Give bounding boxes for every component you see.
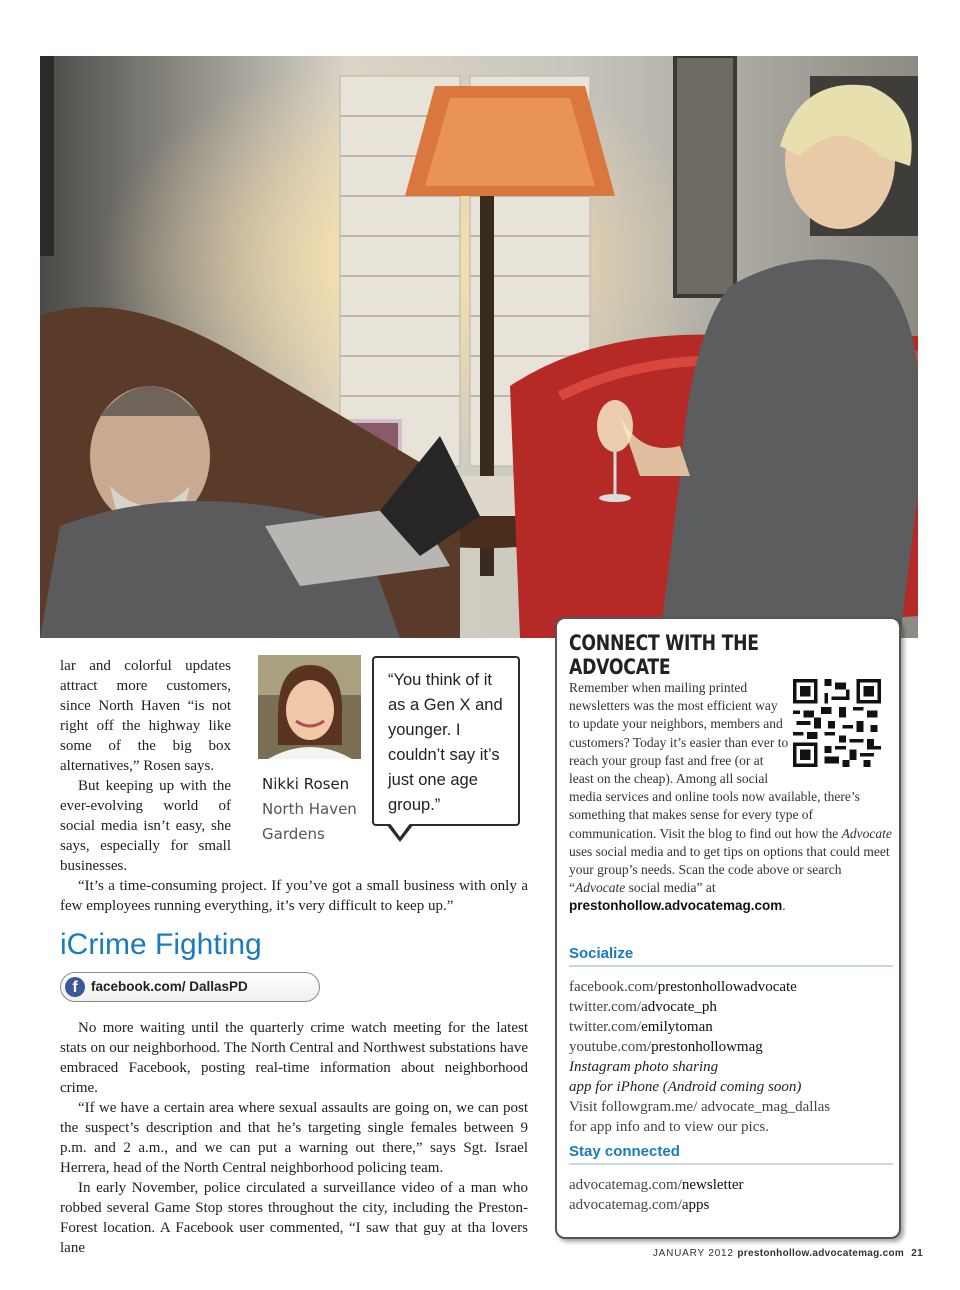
sidebar-intro-text: Remember when mailing printed newsletters was the most efficient way to update your neighbors, members and customers? Today it’s easier than ever to reach your group fast and free (or at least on the cheap). Among all social media services and online tools now available, there’s something that makes sense for every type of communication. Visit the blog to find out how the xyxy=(569,680,860,841)
social-link[interactable]: youtube.com/prestonhollowmag xyxy=(569,1039,763,1055)
page-folio xyxy=(653,1248,923,1259)
folio-issue: JANUARY 2012 xyxy=(652,1248,734,1259)
stay-connected-heading: Stay connected xyxy=(569,1143,893,1165)
article-paragraph: But keeping up with the ever-evolving world of social media isn’t easy, she says, especially for small businesses. xyxy=(60,778,231,874)
followgram-link[interactable]: Visit followgram.me/ advocate_mag_dallas xyxy=(569,1099,831,1115)
living-room-photo-illustration xyxy=(40,56,918,638)
article-paragraph: No more waiting until the quarterly crime watch meeting for the latest stats on our neighborhood. The North Central and Northwest substations have embraced Facebook, posting real-time information about neighborhood crime. xyxy=(60,1020,528,1096)
instagram-note: Instagram photo sharing xyxy=(569,1059,719,1075)
caption-name: Nikki Rosen xyxy=(262,775,350,793)
instagram-note: app for iPhone (Android coming soon) xyxy=(569,1079,802,1095)
portrait-caption xyxy=(262,772,357,847)
social-link[interactable]: facebook.com/prestonhollowadvocate xyxy=(569,979,797,995)
portrait-illustration xyxy=(258,655,361,759)
caption-business: North Haven xyxy=(262,800,357,818)
feature-photo xyxy=(40,56,918,638)
apps-link[interactable]: advocatemag.com/apps xyxy=(569,1197,710,1213)
article-paragraph: In early November, police circulated a surveillance video of a man who robbed several Game Stop stores throughout the city, including the Preston-Forest location. A Facebook user commented, “I saw that guy at tha lovers lane xyxy=(60,1180,528,1256)
sidebar-intro-text: social media” at xyxy=(625,880,716,896)
page-number: 21 xyxy=(911,1248,923,1259)
caption-business: Gardens xyxy=(262,825,325,843)
facebook-link-text[interactable]: facebook.com/ DallasPD xyxy=(91,979,248,994)
section-title: iCrime Fighting xyxy=(60,928,262,961)
sidebar-intro-text: . xyxy=(782,898,786,914)
facebook-icon: f xyxy=(65,977,85,997)
article-paragraph: “It’s a time-consuming project. If you’ve got a small business with only a few employees running everything, it’s very difficult to keep up.” xyxy=(60,878,528,914)
sidebar-intro-text: uses social media and to get tips on options that could meet your group’s needs. Scan the code above or search “ xyxy=(569,843,890,896)
sidebar-intro-emphasis: Advocate xyxy=(841,825,892,841)
socialize-list xyxy=(569,977,895,1137)
sidebar-intro-emphasis: Advocate xyxy=(575,880,626,896)
site-link[interactable]: prestonhollow.advocatemag.com xyxy=(569,898,783,914)
crime-text-column xyxy=(60,1018,528,1258)
narrow-text-column xyxy=(60,656,231,876)
portrait-photo xyxy=(258,655,361,759)
followgram-note: for app info and to view our pics. xyxy=(569,1119,769,1135)
speech-bubble-tail xyxy=(386,824,414,842)
pull-quote: “You think of it as a Gen X and younger. I couldn’t say it’s just one age group.” xyxy=(372,656,520,826)
socialize-heading: Socialize xyxy=(569,945,893,967)
stay-connected-list xyxy=(569,1175,895,1215)
social-link[interactable]: twitter.com/advocate_ph xyxy=(569,999,717,1015)
social-link[interactable]: twitter.com/emilytoman xyxy=(569,1019,713,1035)
article-paragraph: lar and colorful updates attract more customers, since North Haven “is not right off the highway like some of the big box alternatives,” Rosen says. xyxy=(60,658,231,774)
article-paragraph: “If we have a certain area where sexual assaults are going on, we can post the suspect’s description and that he’s targeting single females between 9 p.m. and 2 a.m., and we can put a warning out there,” says Sgt. Israel Herrera, head of the North Central neighborhood policing team. xyxy=(60,1100,528,1176)
sidebar-title: CONNECT WITH THE ADVOCATE xyxy=(569,631,759,679)
folio-site: prestonhollow.advocatemag.com xyxy=(737,1248,905,1259)
connect-sidebar xyxy=(555,617,901,1239)
facebook-link-badge[interactable] xyxy=(60,972,320,1002)
sidebar-intro xyxy=(569,679,895,916)
newsletter-link[interactable]: advocatemag.com/newsletter xyxy=(569,1177,744,1193)
